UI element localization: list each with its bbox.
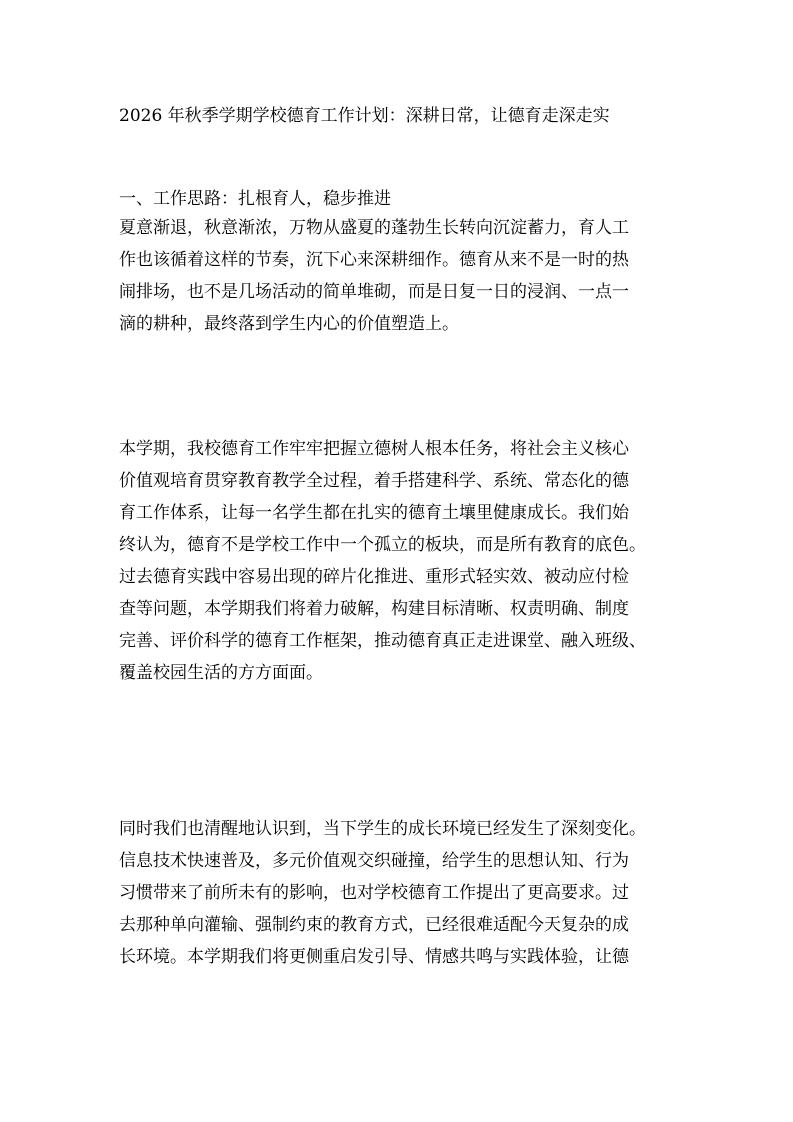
paragraph-line: 查等问题，本学期我们将着力破解，构建目标清晰、权责明确、制度: [119, 599, 629, 619]
paragraph-line: 价值观培育贯穿教育教学全过程，着手搭建科学、系统、常态化的德: [119, 471, 629, 491]
paragraph-line: 育工作体系，让每一名学生都在扎实的德育土壤里健康成长。我们始: [119, 503, 629, 523]
paragraph-line: 终认为，德育不是学校工作中一个孤立的板块，而是所有教育的底色。: [119, 535, 646, 555]
paragraph-1: [119, 212, 679, 340]
paragraph-2: [119, 433, 679, 689]
section-heading: 一、工作思路：扎根育人，稳步推进: [119, 189, 391, 209]
paragraph-line: 习惯带来了前所未有的影响，也对学校德育工作提出了更高要求。过: [119, 883, 629, 903]
paragraph-line: 闹排场，也不是几场活动的简单堆砌，而是日复一日的浸润、一点一: [119, 282, 629, 302]
paragraph-3: [119, 813, 679, 973]
paragraph-line: 本学期，我校德育工作牢牢把握立德树人根本任务，将社会主义核心: [119, 439, 629, 459]
paragraph-line: 完善、评价科学的德育工作框架，推动德育真正走进课堂、融入班级、: [119, 631, 646, 651]
paragraph-line: 信息技术快速普及，多元价值观交织碰撞，给学生的思想认知、行为: [119, 851, 629, 871]
paragraph-line: 去那种单向灌输、强制约束的教育方式，已经很难适配今天复杂的成: [119, 915, 629, 935]
paragraph-line: 过去德育实践中容易出现的碎片化推进、重形式轻实效、被动应付检: [119, 567, 629, 587]
paragraph-line: 夏意渐退，秋意渐浓，万物从盛夏的蓬勃生长转向沉淀蓄力，育人工: [119, 218, 629, 238]
paragraph-line: 作也该循着这样的节奏，沉下心来深耕细作。德育从来不是一时的热: [119, 250, 629, 270]
paragraph-line: 同时我们也清醒地认识到，当下学生的成长环境已经发生了深刻变化。: [119, 819, 646, 839]
paragraph-line: 长环境。本学期我们将更侧重启发引导、情感共鸣与实践体验，让德: [119, 947, 629, 967]
paragraph-line: 覆盖校园生活的方方面面。: [119, 663, 323, 683]
paragraph-line: 滴的耕种，最终落到学生内心的价值塑造上。: [119, 314, 459, 334]
document-title: 2026 年秋季学期学校德育工作计划：深耕日常，让德育走深走实: [119, 106, 610, 126]
